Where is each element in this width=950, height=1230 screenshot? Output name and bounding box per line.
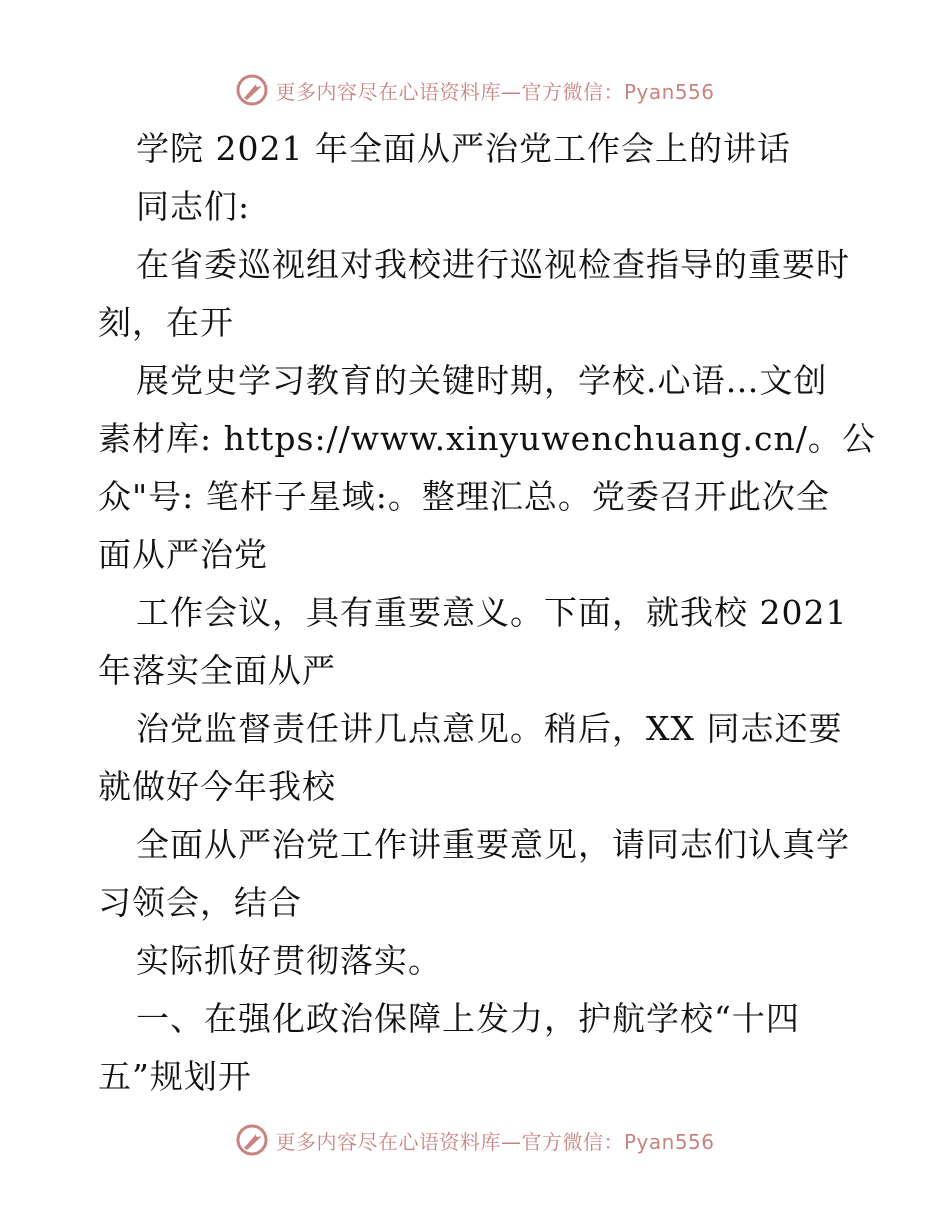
text-line: 治党监督责任讲几点意见。稍后，XX 同志还要: [136, 709, 843, 748]
text-line: 展党史学习教育的关键时期，学校.心语…文创: [136, 361, 828, 400]
text-line: 学院 2021 年全面从严治党工作会上的讲话: [136, 129, 791, 168]
footer-watermark: [0, 1120, 950, 1160]
text-line: 五”规划开: [98, 1057, 252, 1096]
watermark-text: 更多内容尽在心语资料库—官方微信：Pyan556: [275, 1129, 715, 1154]
text-line: 就做好今年我校: [98, 767, 336, 806]
watermark-text: 更多内容尽在心语资料库—官方微信：Pyan556: [275, 79, 715, 104]
text-line: 一、在强化政治保障上发力，护航学校“十四: [136, 999, 800, 1038]
text-line: 习领会，结合: [98, 883, 302, 922]
text-line: 全面从严治党工作讲重要意见，请同志们认真学: [136, 825, 850, 864]
text-line: 同志们:: [136, 187, 251, 226]
text-line: 工作会议，具有重要意义。下面，就我校 2021: [136, 593, 848, 632]
text-line: 众"号: 笔杆子星域:。整理汇总。党委召开此次全: [98, 477, 830, 516]
pen-nib-circle-icon: [235, 73, 269, 107]
text-line: 实际抓好贯彻落实。: [136, 941, 442, 980]
pen-nib-circle-icon: [235, 1123, 269, 1157]
document-body: [98, 120, 876, 1106]
text-line: 刻，在开: [98, 303, 234, 342]
text-line: 年落实全面从严: [98, 651, 336, 690]
text-line: 素材库: https://www.xinyuwenchuang.cn/。公: [98, 419, 876, 458]
text-line: 面从严治党: [98, 535, 268, 574]
text-line: 在省委巡视组对我校进行巡视检查指导的重要时: [136, 245, 850, 284]
header-watermark: [0, 70, 950, 110]
